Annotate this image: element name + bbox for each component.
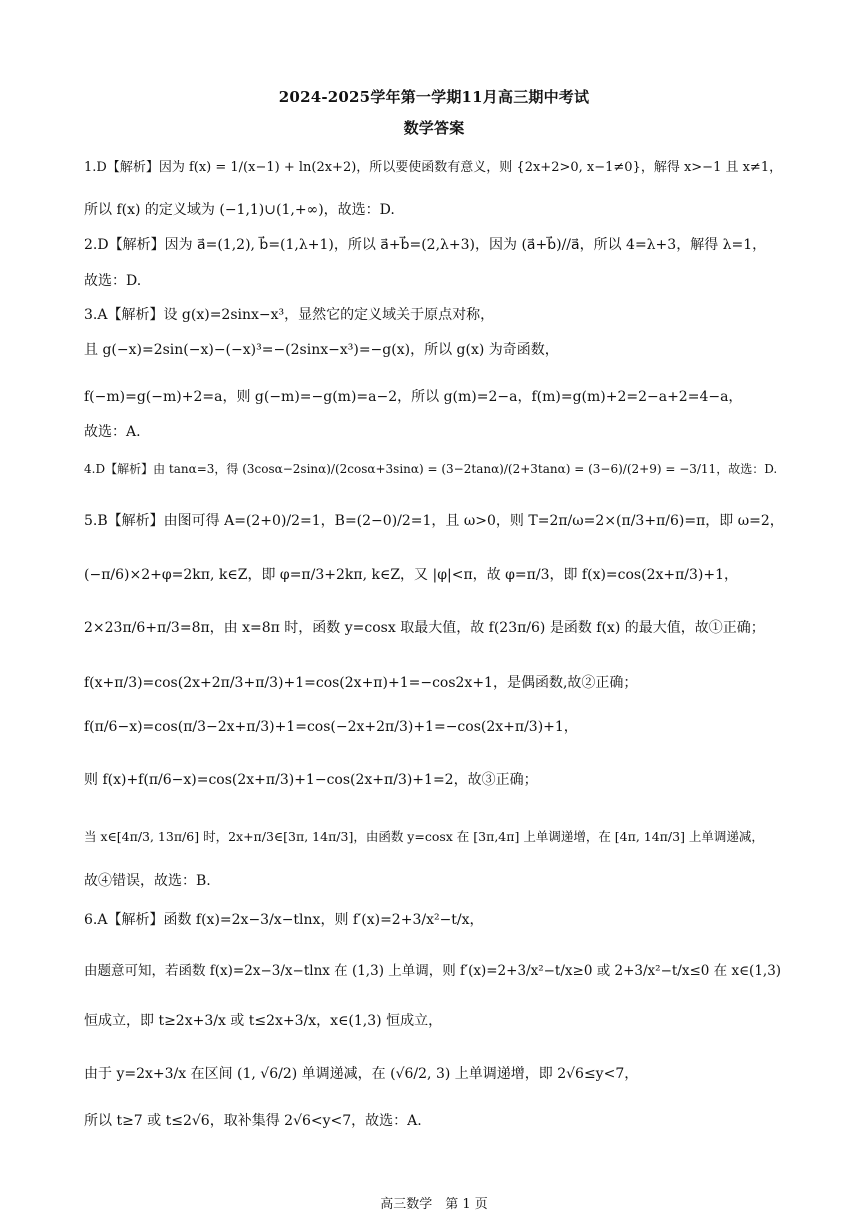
answer-line: 5.B【解析】由图可得 A=(2+0)/2=1，B=(2−0)/2=1，且 ω>0，则 T=2π/ω=2×(π/3+π/6)=π，即 ω=2， <box>84 513 784 529</box>
answer-line: 3.A【解析】设 g(x)=2sinx−x³，显然它的定义域关于原点对称， <box>84 307 495 323</box>
answer-line: 当 x∈[4π/3, 13π/6] 时，2x+π/3∈[3π, 14π/3]，由函数 y=cosx 在 [3π,4π] 上单调递增，在 [4π, 14π/3] 上单调递减， <box>84 829 764 844</box>
exam-title: 2024-2025学年第一学期11月高三期中考试 <box>278 88 590 106</box>
answer-line: 故选：D. <box>84 273 142 289</box>
answer-line: 故选：A. <box>84 424 141 440</box>
answer-line: 1.D【解析】因为 f(x) = 1/(x−1) + ln(2x+2)，所以要使函数有意义，则 {2x+2>0, x−1≠0}，解得 x>−1 且 x≠1， <box>84 160 783 175</box>
answer-line: (−π/6)×2+φ=2kπ, k∈Z，即 φ=π/3+2kπ, k∈Z，又 |φ|<π，故 φ=π/3，即 f(x)=cos(2x+π/3)+1， <box>84 567 739 583</box>
answer-line: 由于 y=2x+3/x 在区间 (1, √6/2) 单调递减，在 (√6/2, 3) 上单调递增，即 2√6≤y<7， <box>84 1066 639 1082</box>
answer-line: 由题意可知，若函数 f(x)=2x−3/x−tlnx 在 (1,3) 上单调，则 f′(x)=2+3/x²−t/x≥0 或 2+3/x²−t/x≤0 在 x∈(1,3) <box>84 963 782 979</box>
answer-line: f(π/6−x)=cos(π/3−2x+π/3)+1=cos(−2x+2π/3)+1=−cos(2x+π/3)+1， <box>84 719 578 735</box>
page-footer: 高三数学 第 1 页 <box>380 1197 488 1212</box>
answer-line: 所以 f(x) 的定义域为 (−1,1)∪(1,+∞)，故选：D. <box>84 202 395 218</box>
answer-line: 所以 t≥7 或 t≤2√6，取补集得 2√6<y<7，故选：A. <box>84 1113 422 1129</box>
answer-line: 且 g(−x)=2sin(−x)−(−x)³=−(2sinx−x³)=−g(x)，所以 g(x) 为奇函数， <box>84 342 559 358</box>
answer-line: 则 f(x)+f(π/6−x)=cos(2x+π/3)+1−cos(2x+π/3)+1=2，故③正确； <box>84 772 538 788</box>
answer-line: 6.A【解析】函数 f(x)=2x−3/x−tlnx，则 f′(x)=2+3/x²−t/x， <box>84 912 484 928</box>
answer-line: 4.D【解析】由 tanα=3，得 (3cosα−2sinα)/(2cosα+3sinα) = (3−2tanα)/(2+3tanα) = (3−6)/(2+9) = −3/11，故选：D. <box>84 462 778 476</box>
answer-subtitle: 数学答案 <box>403 119 465 137</box>
answer-line: 2.D【解析】因为 a⃗=(1,2), b⃗=(1,λ+1)，所以 a⃗+b⃗=(2,λ+3)，因为 (a⃗+b⃗)//a⃗，所以 4=λ+3，解得 λ=1， <box>84 237 767 253</box>
answer-line: 恒成立，即 t≥2x+3/x 或 t≤2x+3/x，x∈(1,3) 恒成立， <box>84 1013 443 1029</box>
answer-line: f(−m)=g(−m)+2=a，则 g(−m)=−g(m)=a−2，所以 g(m)=2−a，f(m)=g(m)+2=2−a+2=4−a， <box>84 389 743 405</box>
answer-line: 故④错误，故选：B. <box>84 873 211 889</box>
answer-line: f(x+π/3)=cos(2x+2π/3+π/3)+1=cos(2x+π)+1=−cos2x+1，是偶函数,故②正确； <box>84 675 638 691</box>
answer-line: 2×23π/6+π/3=8π，由 x=8π 时，函数 y=cosx 取最大值，故 f(23π/6) 是函数 f(x) 的最大值，故①正确； <box>84 620 765 636</box>
